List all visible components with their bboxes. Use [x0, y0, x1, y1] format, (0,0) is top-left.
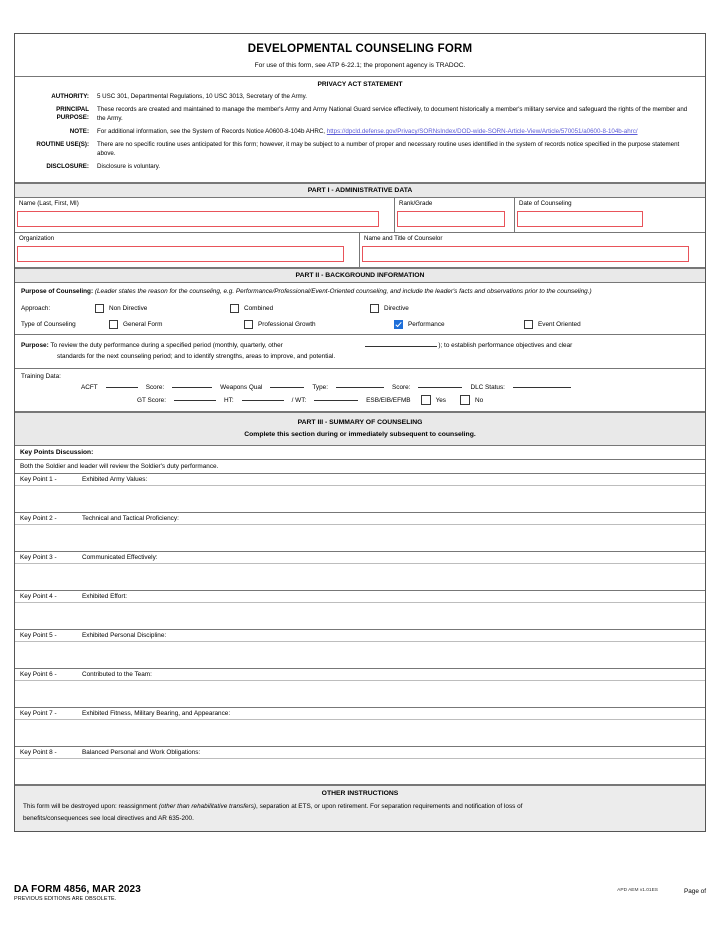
type-option-label: General Form	[123, 320, 163, 328]
privacy-label-authority: AUTHORITY:	[51, 93, 89, 100]
type-of-counseling-row	[21, 320, 699, 329]
name-input[interactable]	[17, 211, 379, 227]
training-data-block	[15, 369, 705, 412]
privacy-text-note	[97, 128, 705, 137]
privacy-label-routine-uses: ROUTINE USE(S):	[36, 140, 89, 148]
key-point-5	[15, 630, 705, 669]
purpose-of-counseling-text	[21, 287, 699, 297]
key-point-number: Key Point 2 -	[20, 515, 57, 523]
key-point-title	[15, 747, 705, 759]
checkbox-checked-icon[interactable]	[394, 320, 403, 329]
approach-row	[21, 304, 699, 313]
footer-left	[14, 884, 141, 902]
part3-header	[15, 412, 705, 446]
approach-option-combined[interactable]	[230, 304, 370, 313]
title-block	[15, 34, 705, 77]
part3-header-line1: PART III - SUMMARY OF COUNSELING	[297, 419, 423, 427]
form-number: DA FORM 4856, MAR 2023	[14, 884, 141, 895]
training-data-label: Training Data:	[21, 373, 61, 381]
esb-no-option[interactable]	[460, 395, 483, 405]
field-date-label: Date of Counseling	[519, 199, 572, 207]
key-points-discussion-heading: Key Points Discussion:	[15, 446, 705, 460]
training-data-line-1	[21, 384, 699, 391]
part1-row-1	[15, 198, 705, 233]
purpose-statement-part-a: To review the duty performance during a specified period (monthly, quarterly, other	[50, 341, 283, 349]
key-point-8	[15, 747, 705, 785]
privacy-act-statement	[15, 77, 705, 183]
other-instructions-heading: OTHER INSTRUCTIONS	[321, 790, 399, 798]
weapons-score-input[interactable]	[418, 387, 462, 388]
key-point-number: Key Point 7 -	[20, 710, 57, 718]
purpose-statement-label: Purpose:	[21, 341, 49, 349]
type-option-performance[interactable]	[394, 320, 524, 329]
esb-yes-label: Yes	[435, 396, 447, 404]
height-label: HT:	[224, 396, 234, 404]
field-name	[15, 198, 395, 232]
esb-yes-option[interactable]	[421, 395, 446, 405]
checkbox-icon[interactable]	[230, 304, 239, 313]
form-footer	[14, 884, 706, 902]
sorn-link[interactable]: https://dpcld.defense.gov/Privacy/SORNsIndex/DOD-wide-SORN-Article-View/Article/570051/a0600-8-104b-ahrc/	[326, 127, 638, 135]
type-option-professional-growth[interactable]	[244, 320, 394, 329]
key-point-title	[15, 591, 705, 603]
field-rank-label: Rank/Grade	[399, 199, 433, 207]
field-rank	[395, 198, 515, 232]
other-instructions-text	[23, 801, 697, 825]
key-point-number: Key Point 8 -	[20, 749, 57, 757]
privacy-note-text: For additional information, see the System of Records Notice A0600-8-104b AHRC,	[97, 127, 326, 135]
privacy-row-authority	[15, 93, 705, 102]
gt-score-input[interactable]	[174, 400, 216, 401]
privacy-row-principal-purpose	[15, 106, 705, 124]
privacy-label-note: NOTE:	[69, 127, 89, 135]
checkbox-icon[interactable]	[244, 320, 253, 329]
field-name-label: Name (Last, First, MI)	[19, 199, 79, 207]
approach-option-label: Directive	[384, 304, 409, 312]
key-point-input[interactable]	[15, 603, 705, 629]
key-point-6	[15, 669, 705, 708]
weight-label: / WT:	[291, 396, 307, 404]
dlc-status-input[interactable]	[513, 387, 571, 388]
key-point-text: Technical and Tactical Proficiency:	[82, 515, 179, 523]
key-point-3	[15, 552, 705, 591]
other-instructions-italic: (other than rehabilitative transfers)	[158, 803, 257, 811]
approach-option-label: Combined	[244, 304, 274, 312]
key-point-number: Key Point 4 -	[20, 593, 57, 601]
key-point-text: Exhibited Fitness, Military Bearing, and Appearance:	[82, 710, 231, 718]
key-point-7	[15, 708, 705, 747]
key-point-text: Balanced Personal and Work Obligations:	[82, 749, 201, 757]
checkbox-icon[interactable]	[421, 395, 431, 405]
key-point-text: Contributed to the Team:	[82, 671, 152, 679]
dlc-status-label: DLC Status:	[470, 384, 505, 392]
esb-no-label: No	[475, 396, 484, 404]
acft-score-input[interactable]	[172, 387, 212, 388]
training-data-line-2	[21, 395, 699, 405]
purpose-of-counseling-block	[15, 283, 705, 335]
acft-label: ACFT	[81, 384, 98, 392]
key-point-text: Exhibited Personal Discipline:	[82, 632, 167, 640]
form-subtitle: For use of this form, see ATP 6-22.1; the proponent agency is TRADOC.	[254, 62, 466, 69]
form-body	[14, 33, 706, 832]
other-instructions-line-2: benefits/consequences see local directives and AR 635-200.	[23, 815, 194, 823]
weapons-score-label: Score:	[391, 384, 411, 392]
privacy-label-disclosure: DISCLOSURE:	[46, 162, 89, 170]
key-point-text: Exhibited Effort:	[82, 593, 127, 601]
weapons-type-label: Type:	[312, 384, 328, 392]
checkbox-icon[interactable]	[524, 320, 533, 329]
field-counselor	[360, 233, 705, 267]
privacy-text-routine-uses: There are no specific routine uses anticipated for this form; however, it may be subject to a number of proper and necessary routine uses identified in the system of records notice specified in the purpose statement above.	[97, 140, 680, 157]
field-date	[515, 198, 705, 232]
key-point-number: Key Point 1 -	[20, 476, 57, 484]
acft-input[interactable]	[106, 387, 138, 388]
key-point-input[interactable]	[15, 720, 705, 746]
key-point-input[interactable]	[15, 486, 705, 512]
key-point-number: Key Point 3 -	[20, 554, 57, 562]
key-point-title	[15, 669, 705, 681]
approach-option-directive[interactable]	[370, 304, 409, 313]
checkbox-icon[interactable]	[460, 395, 470, 405]
key-point-number: Key Point 6 -	[20, 671, 57, 679]
weight-input[interactable]	[314, 400, 358, 401]
privacy-row-disclosure	[15, 163, 705, 172]
purpose-statement-block	[15, 335, 705, 369]
checkbox-icon[interactable]	[95, 304, 104, 313]
key-point-title	[15, 630, 705, 642]
type-option-general-form[interactable]	[95, 320, 244, 329]
other-instructions-part-b: , separation at ETS, or upon retirement. For separation requirements and notification of loss of	[256, 803, 523, 811]
part1-header: PART I - ADMINISTRATIVE DATA	[15, 183, 705, 198]
approach-label: Approach:	[21, 304, 51, 312]
key-point-input[interactable]	[15, 759, 705, 784]
type-option-label: Professional Growth	[258, 320, 316, 328]
checkbox-icon[interactable]	[370, 304, 379, 313]
purpose-statement-part-b: ); to establish performance objectives and clear	[438, 341, 573, 349]
privacy-text-authority: 5 USC 301, Departmental Regulations, 10 USC 3013, Secretary of the Army.	[97, 93, 308, 100]
privacy-act-heading: PRIVACY ACT STATEMENT	[317, 81, 403, 88]
date-input[interactable]	[517, 211, 643, 227]
key-point-title	[15, 513, 705, 525]
type-of-counseling-label: Type of Counseling	[21, 320, 76, 328]
height-input[interactable]	[242, 400, 284, 401]
page-number: Page of	[683, 888, 706, 895]
part3-header-line2: Complete this section during or immediately subsequent to counseling.	[244, 430, 476, 438]
other-instructions-block	[15, 785, 705, 831]
apd-version: APD AEM v1.01ES	[617, 888, 658, 893]
part2-header: PART II - BACKGROUND INFORMATION	[15, 268, 705, 283]
weapons-type-input[interactable]	[336, 387, 384, 388]
checkbox-icon[interactable]	[109, 320, 118, 329]
key-point-input[interactable]	[15, 681, 705, 707]
field-organization	[15, 233, 360, 267]
privacy-row-note	[15, 128, 705, 137]
part1-row-2	[15, 233, 705, 268]
key-point-title	[15, 708, 705, 720]
weapons-qual-input[interactable]	[270, 387, 304, 388]
gt-score-label: GT Score:	[137, 396, 167, 404]
weapons-qual-label: Weapons Qual	[220, 384, 263, 392]
purpose-other-input[interactable]	[365, 346, 437, 347]
type-option-label: Event Oriented	[538, 320, 581, 328]
key-point-title	[15, 474, 705, 486]
key-point-4	[15, 591, 705, 630]
purpose-of-counseling-label: Purpose of Counseling:	[21, 287, 94, 295]
key-point-number: Key Point 5 -	[20, 632, 57, 640]
key-point-title	[15, 552, 705, 564]
privacy-text-principal-purpose: These records are created and maintained to manage the member's Army and Army National Guard service effectively, to document historically a member's military service and safeguard the rights of the member and the Army.	[97, 105, 688, 122]
type-option-label: Performance	[408, 320, 445, 328]
key-point-text: Communicated Effectively:	[82, 554, 158, 562]
key-point-text: Exhibited Army Values:	[82, 476, 148, 484]
key-point-input[interactable]	[15, 564, 705, 590]
key-point-input[interactable]	[15, 525, 705, 551]
counselor-input[interactable]	[362, 246, 689, 262]
approach-option-label: Non Directive	[109, 304, 148, 312]
field-organization-label: Organization	[19, 234, 55, 242]
type-option-event-oriented[interactable]	[524, 320, 581, 329]
purpose-of-counseling-hint: (Leader states the reason for the counseling, e.g. Performance/Professional/Event-Oriented counseling, and include the leader's facts and observations prior to the counseling.)	[94, 287, 592, 295]
privacy-label-principal-purpose: PRINCIPAL PURPOSE:	[56, 105, 89, 122]
key-point-input[interactable]	[15, 642, 705, 668]
previous-editions-notice: PREVIOUS EDITIONS ARE OBSOLETE.	[14, 896, 117, 902]
other-instructions-part-a: This form will be destroyed upon: reassignment	[23, 803, 157, 811]
privacy-row-routine-uses	[15, 141, 705, 159]
key-points-discussion-note: Both the Soldier and leader will review the Soldier's duty performance.	[15, 460, 705, 474]
privacy-text-disclosure: Disclosure is voluntary.	[97, 162, 161, 170]
acft-score-label: Score:	[145, 384, 165, 392]
key-point-2	[15, 513, 705, 552]
approach-option-non-directive[interactable]	[95, 304, 230, 313]
page-title: DEVELOPMENTAL COUNSELING FORM	[247, 43, 473, 55]
esb-eib-efmb-label: ESB/EIB/EFMB	[366, 396, 411, 404]
organization-input[interactable]	[17, 246, 344, 262]
key-point-1	[15, 474, 705, 513]
rank-input[interactable]	[397, 211, 505, 227]
field-counselor-label: Name and Title of Counselor	[364, 234, 443, 242]
purpose-statement-part-c: standards for the next counseling period; and to identify strengths, areas to improve, and potential.	[57, 353, 336, 361]
